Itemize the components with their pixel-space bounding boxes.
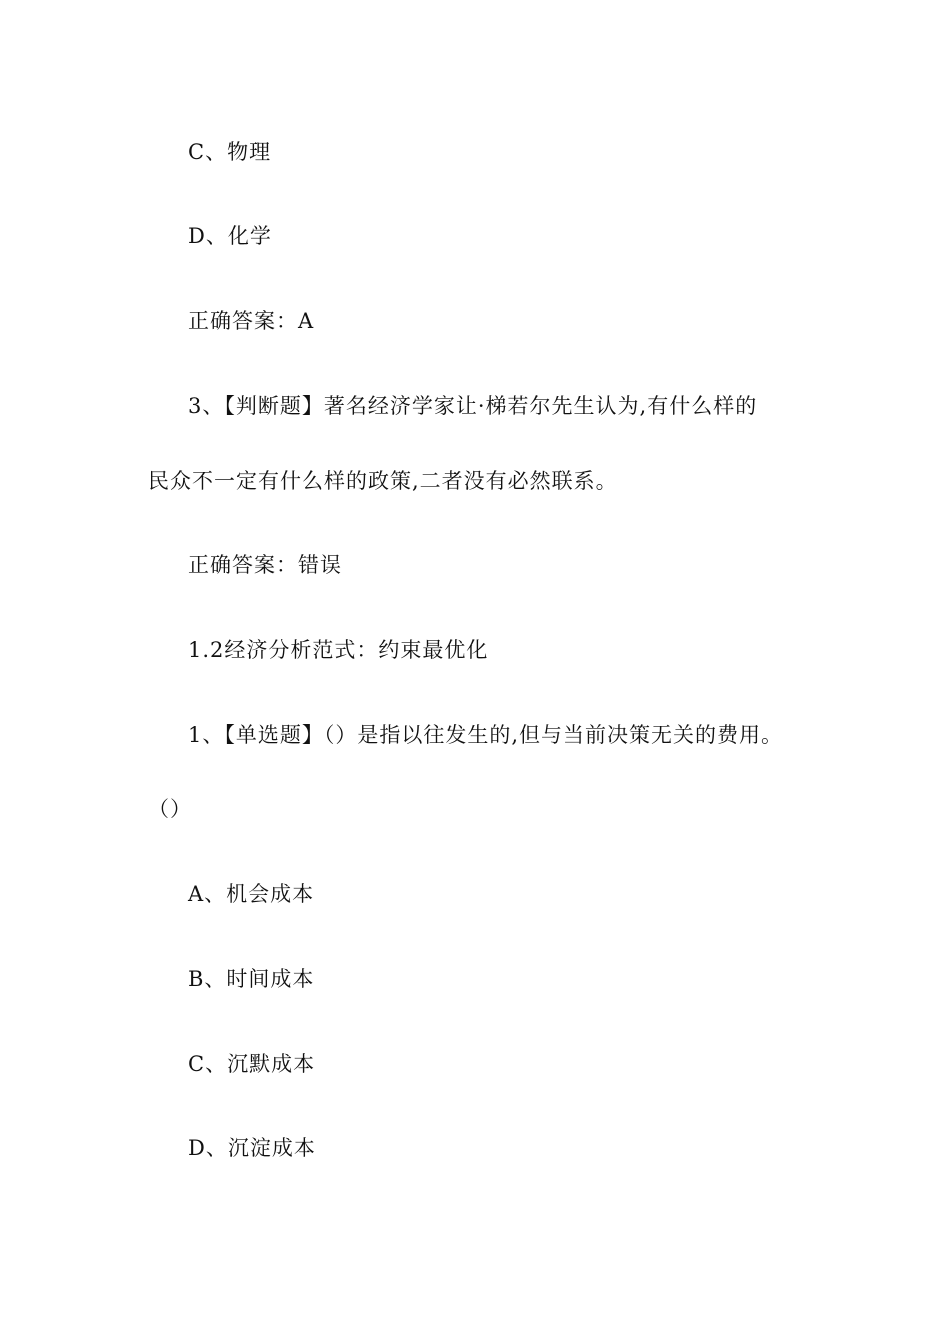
- question-3-line-2: 民众不一定有什么样的政策,二者没有必然联系。: [148, 469, 618, 493]
- answer-q2: 正确答案：A: [188, 309, 315, 333]
- option-c-physics: C、物理: [188, 140, 272, 164]
- option-b: B、时间成本: [188, 967, 315, 991]
- option-a: A、机会成本: [188, 882, 315, 906]
- question-1-line-1: 1、【单选题】（）是指以往发生的,但与当前决策无关的费用。: [188, 723, 784, 747]
- section-heading: 1.2经济分析范式：约束最优化: [188, 638, 489, 662]
- question-1-line-2: （）: [148, 797, 192, 821]
- question-3-line-1: 3、【判断题】著名经济学家让·梯若尔先生认为,有什么样的: [188, 394, 758, 418]
- option-d: D、沉淀成本: [188, 1136, 316, 1160]
- answer-q3: 正确答案：错误: [188, 553, 342, 577]
- option-d-chemistry: D、化学: [188, 224, 272, 248]
- option-c: C、沉默成本: [188, 1052, 316, 1076]
